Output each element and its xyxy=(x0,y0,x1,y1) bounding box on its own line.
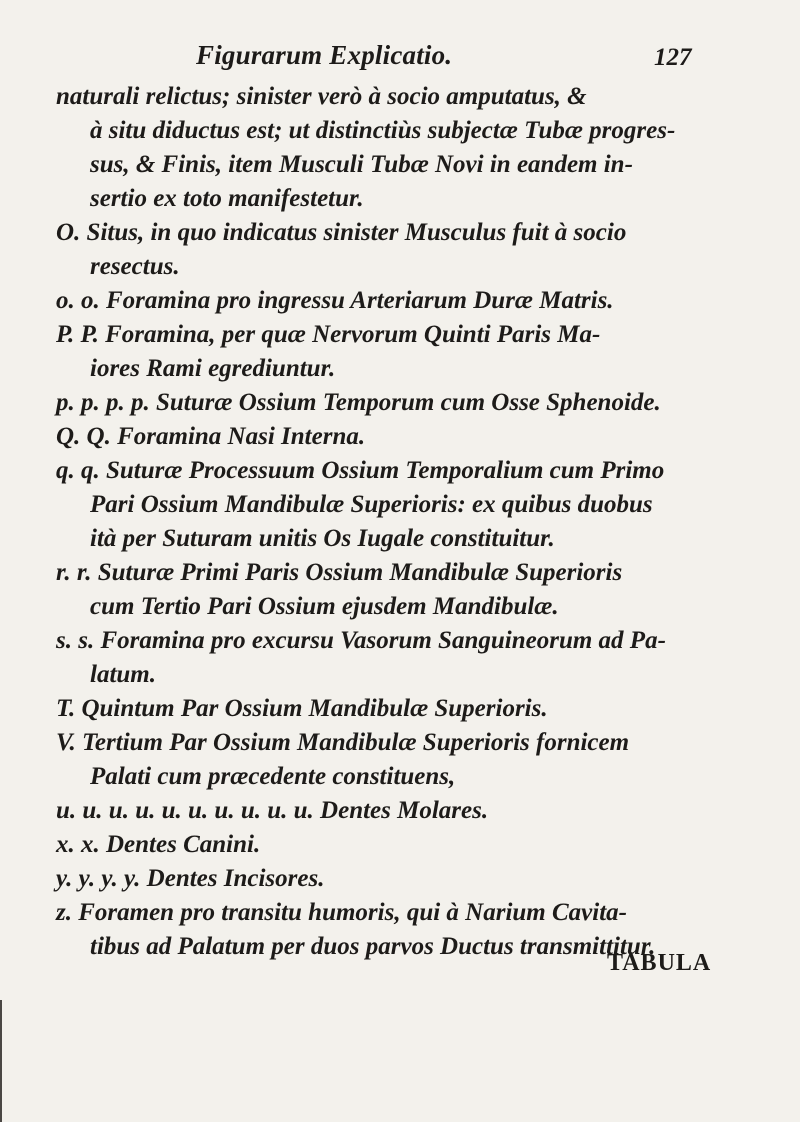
text-line: x. x. Dentes Canini. xyxy=(56,831,261,858)
catchword: TABULA xyxy=(607,950,712,976)
page-edge-shadow xyxy=(0,1000,2,1122)
page-header xyxy=(196,40,696,80)
text-line: Q. Q. Foramina Nasi Interna. xyxy=(56,423,366,450)
text-line: sertio ex toto manifestetur. xyxy=(90,185,364,212)
text-line: s. s. Foramina pro excursu Vasorum Sanguineorum ad Pa- xyxy=(56,627,666,654)
text-line: P. P. Foramina, per quæ Nervorum Quinti Paris Ma- xyxy=(56,321,601,348)
explanation-text xyxy=(56,80,746,964)
text-line: q. q. Suturæ Processuum Ossium Temporalium cum Primo xyxy=(56,457,665,484)
running-title: Figurarum Explicatio. xyxy=(196,40,453,70)
text-line: u. u. u. u. u. u. u. u. u. u. Dentes Molares. xyxy=(56,797,489,824)
text-line: naturali relictus; sinister verò à socio amputatus, & xyxy=(56,83,587,110)
text-line: ità per Suturam unitis Os Iugale constituitur. xyxy=(90,525,555,552)
text-line: y. y. y. y. Dentes Incisores. xyxy=(56,865,325,892)
text-line: cum Tertio Pari Ossium ejusdem Mandibulæ. xyxy=(90,593,559,620)
text-line: o. o. Foramina pro ingressu Arteriarum Duræ Matris. xyxy=(56,287,614,314)
text-line: T. Quintum Par Ossium Mandibulæ Superioris. xyxy=(56,695,548,722)
text-line: z. Foramen pro transitu humoris, qui à Narium Cavita- xyxy=(56,899,627,926)
text-line: tibus ad Palatum per duos parvos Ductus transmittitur. xyxy=(90,933,656,960)
text-line: sus, & Finis, item Musculi Tubæ Novi in eandem in- xyxy=(90,151,633,178)
page-number: 127 xyxy=(654,44,692,71)
text-line: à situ diductus est; ut distinctiùs subjectæ Tubæ progres- xyxy=(90,117,676,144)
text-line: O. Situs, in quo indicatus sinister Musculus fuit à socio xyxy=(56,219,627,246)
text-line: iores Rami egrediuntur. xyxy=(90,355,336,382)
text-line: resectus. xyxy=(90,253,180,280)
text-line: r. r. Suturæ Primi Paris Ossium Mandibulæ Superioris xyxy=(56,559,623,586)
text-line: latum. xyxy=(90,661,156,688)
text-line: p. p. p. p. Suturæ Ossium Temporum cum Osse Sphenoide. xyxy=(56,389,661,416)
text-line: V. Tertium Par Ossium Mandibulæ Superioris fornicem xyxy=(56,729,630,756)
text-line: Palati cum præcedente constituens, xyxy=(90,763,456,790)
text-line: Pari Ossium Mandibulæ Superioris: ex quibus duobus xyxy=(90,491,653,518)
